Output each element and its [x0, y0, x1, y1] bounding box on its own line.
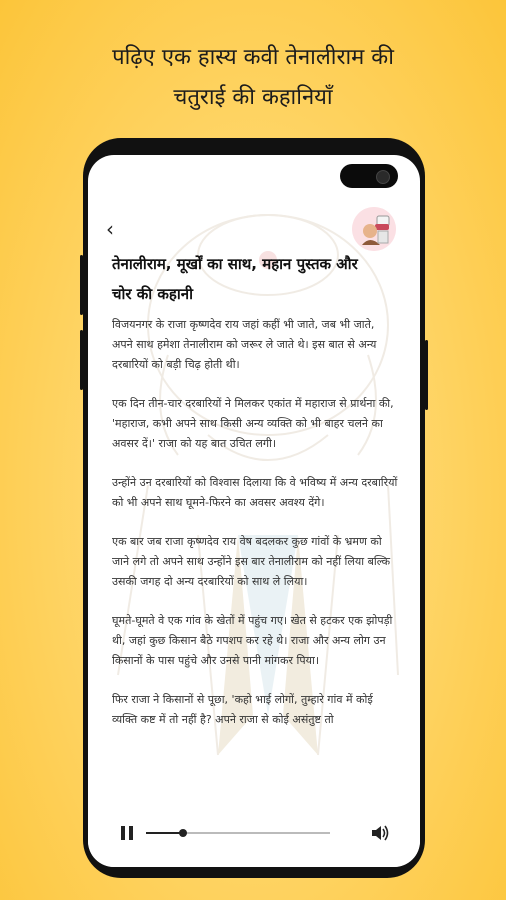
audio-player — [88, 805, 420, 867]
headline-line-1: पढ़िए एक हास्य कवी तेनालीराम की — [112, 45, 394, 70]
promo-headline — [0, 38, 506, 118]
progress-fill — [146, 832, 183, 834]
story-paragraph: एक बार जब राजा कृष्णदेव राय वेष बदलकर कुछ गांवों के भ्रमण को जाने लगे तो अपने साथ उन्होंने इस बार तेनालीराम को नहीं लिया बल्कि उसकी जगह दो अन्य दरबारियों को साथ ले लिया। — [112, 535, 391, 588]
story-paragraph: विजयनगर के राजा कृष्णदेव राय जहां कहीं भी जाते, जब भी जाते, अपने साथ हमेशा तेनालीराम को जरूर ले जाते थे। इस बात से अन्य दरबारियों को बड़ी चिढ़ होती थी। — [112, 318, 377, 371]
volume-icon[interactable] — [370, 824, 390, 842]
story-text — [112, 315, 398, 801]
app-screen — [88, 155, 420, 867]
story-paragraph: फिर राजा ने किसानों से पूछा, 'कहो भाई लोगों, तुम्हारे गांव में कोई व्यक्ति कष्ट में तो नहीं है? अपने राजा से कोई असंतुष्ट तो — [112, 693, 373, 726]
character-avatar-icon — [352, 207, 396, 251]
phone-power-button — [425, 340, 428, 410]
phone-side-button — [80, 255, 83, 315]
story-paragraph: एक दिन तीन-चार दरबारियों ने मिलकर एकांत में महाराज से प्रार्थना की, 'महाराज, कभी अपने साथ किसी अन्य व्यक्ति को भी बाहर चलने का अवसर दें।' राजा को यह बात उचित लगी। — [112, 397, 394, 450]
story-paragraph: घूमते-घूमते वे एक गांव के खेतों में पहुंच गए। खेत से हटकर एक झोपड़ी थी, जहां कुछ किसान बैठे गपशप कर रहे थे। राजा और अन्य लोग उन किसानों के पास पहुंचे और उनसे पानी मांगकर पिया। — [112, 614, 393, 667]
phone-side-button — [80, 330, 83, 390]
story-title: तेनालीराम, मूर्खों का साथ, महान पुस्तक और चोर की कहानी — [112, 255, 358, 303]
back-button[interactable]: ‹ — [106, 217, 114, 241]
camera-lens — [376, 170, 390, 184]
front-camera — [340, 164, 398, 188]
headline-line-2: चतुराई की कहानियाँ — [173, 85, 333, 110]
progress-track[interactable] — [146, 832, 330, 834]
pause-icon[interactable] — [120, 826, 134, 840]
progress-knob[interactable] — [179, 829, 187, 837]
story-paragraph: उन्होंने उन दरबारियों को विश्वास दिलाया कि वे भविष्य में अन्य दरबारियों को भी अपने साथ घूमने-फिरने का अवसर अवश्य देंगे। — [112, 476, 398, 509]
avatar[interactable] — [352, 207, 396, 251]
text-fade — [88, 755, 420, 805]
